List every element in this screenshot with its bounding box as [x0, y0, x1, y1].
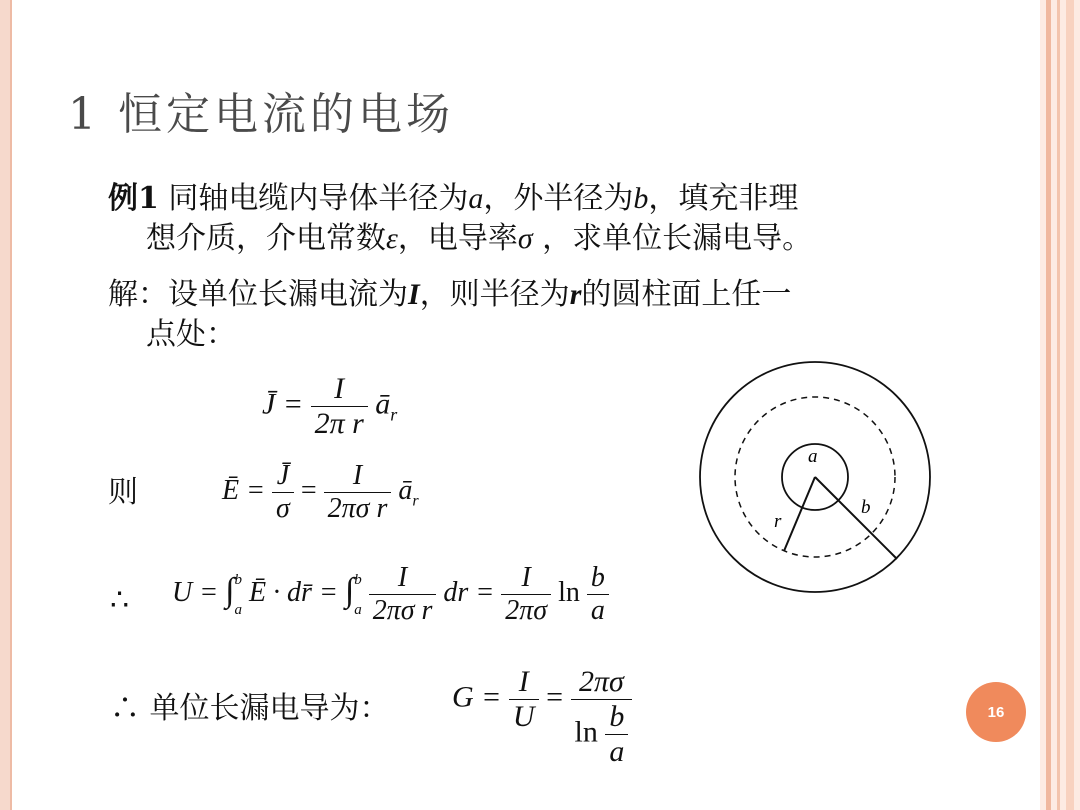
conductance-label: ∴ 单位长漏电导为： [110, 691, 390, 726]
example-line-2: 想介质，介电常数ε，电导率σ ，求单位长漏电导。 [146, 221, 813, 256]
left-border-decoration [0, 0, 12, 810]
therefore-symbol-1: ∴ [110, 583, 130, 618]
then-label: 则 [108, 475, 138, 510]
example-label: 例1 [108, 181, 159, 216]
equation-voltage: U = ∫ b a Ē · dr̄ = ∫ b a $\frac{I}{\text{2πσ r}}$ dr = $\frac{I}{2\pi\sigma}$ ln $\frac{b}{a}$ [172, 562, 609, 627]
coaxial-cable-diagram [690, 355, 960, 605]
label-b: b [861, 497, 871, 518]
equation-current-density: J̄ = $\frac{I}{\text{2π r}}$ $ā_r$ [262, 372, 398, 440]
solution-line-1: 解：设单位长漏电流为I，则半径为r的圆柱面上任一 [108, 277, 792, 312]
radius-r-line [784, 477, 815, 551]
label-r: r [774, 511, 782, 532]
solution-line-2: 点处： [146, 317, 236, 352]
equation-electric-field: Ē = $\frac{J̄}{\sigma}$ = $\frac{I}{\text{2πσ r}}$ $ā_r$ [222, 460, 419, 524]
equation-conductance: G = $\frac{I}{U}$ = 2πσ ln $\frac{b}{a}$ [452, 665, 632, 769]
example-line-1: 例1 同轴电缆内导体半径为a，外半径为b，填充非理 [108, 181, 799, 216]
page-number-badge: 16 [966, 682, 1026, 742]
label-a: a [808, 446, 818, 467]
slide-title: 1 恒定电流的电场 [68, 89, 454, 140]
right-border-decoration [1040, 0, 1080, 810]
radius-b-line [815, 477, 897, 559]
